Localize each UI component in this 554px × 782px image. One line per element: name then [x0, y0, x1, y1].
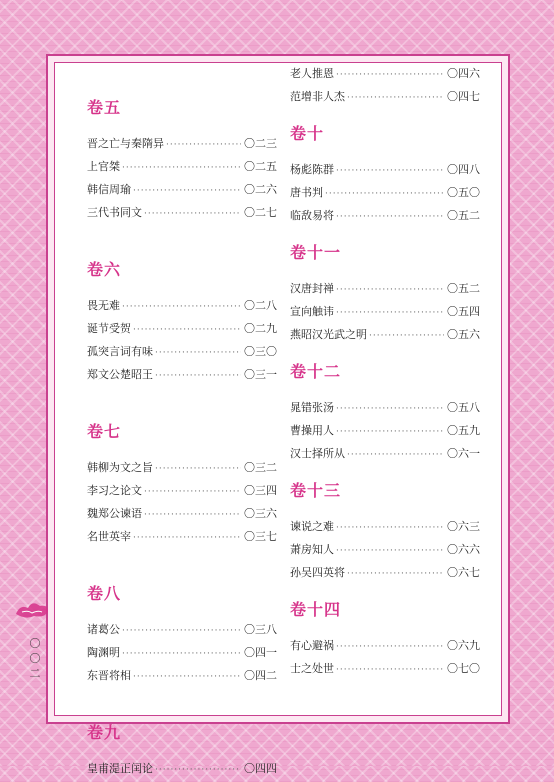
dot-leader: [155, 365, 241, 388]
entry-page: 〇三六: [244, 507, 277, 520]
entry-page: 〇二七: [244, 206, 277, 219]
entry-page: 〇三四: [244, 484, 277, 497]
volume-heading: 卷九: [87, 723, 122, 742]
toc-entry[interactable]: [290, 515, 480, 538]
entry-title: 临敌易将: [290, 209, 334, 222]
entry-page: 〇六九: [447, 639, 480, 652]
entry-page: 〇四四: [244, 762, 277, 775]
volume-heading: 卷五: [87, 98, 122, 117]
toc-entry[interactable]: [87, 641, 277, 664]
toc-entry[interactable]: [87, 340, 277, 363]
entry-page: 〇五〇: [447, 186, 480, 199]
toc-entry[interactable]: [87, 155, 277, 178]
toc-entry[interactable]: [87, 178, 277, 201]
entry-page: 〇二八: [244, 299, 277, 312]
entry-title: 谏说之难: [290, 520, 334, 533]
toc-entry[interactable]: [87, 456, 277, 479]
entry-page: 〇三七: [244, 530, 277, 543]
dot-leader: [155, 759, 241, 782]
dot-leader: [336, 421, 444, 444]
dot-leader: [336, 279, 444, 302]
entry-page: 〇四二: [244, 669, 277, 682]
entry-title: 宣向触讳: [290, 305, 334, 318]
dot-leader: [122, 157, 241, 180]
entry-title: 名世英宰: [87, 530, 131, 543]
entry-page: 〇三八: [244, 623, 277, 636]
toc-entry[interactable]: [290, 396, 480, 419]
entry-title: 畏无难: [87, 299, 120, 312]
dot-leader: [144, 481, 241, 504]
entry-title: 东晋将相: [87, 669, 131, 682]
entry-page: 〇五四: [447, 305, 480, 318]
dot-leader: [347, 563, 444, 586]
entry-page: 〇六三: [447, 520, 480, 533]
entry-title: 汉唐封禅: [290, 282, 334, 295]
entry-title: 晋之亡与秦隋异: [87, 137, 164, 150]
entry-title: 有心避祸: [290, 639, 334, 652]
entry-title: 韩柳为文之旨: [87, 461, 153, 474]
toc-entry[interactable]: [87, 757, 277, 780]
entry-title: 李习之论文: [87, 484, 142, 497]
entry-title: 诞节受贺: [87, 322, 131, 335]
dot-leader: [155, 342, 241, 365]
dot-leader: [144, 203, 241, 226]
dot-leader: [166, 134, 241, 157]
volume-heading: 卷十四: [290, 600, 342, 619]
entry-title: 孤突言词有味: [87, 345, 153, 358]
dot-leader: [325, 183, 444, 206]
entry-page: 〇六六: [447, 543, 480, 556]
entry-page: 〇五二: [447, 282, 480, 295]
toc-entry[interactable]: [87, 294, 277, 317]
toc-entry[interactable]: [290, 323, 480, 346]
page-number-digit: 〇: [29, 652, 41, 665]
entry-page: 〇五九: [447, 424, 480, 437]
dot-leader: [133, 180, 241, 203]
dot-leader: [336, 636, 444, 659]
dot-leader: [347, 444, 444, 467]
dot-leader: [336, 160, 444, 183]
volume-heading: 卷七: [87, 422, 122, 441]
dot-leader: [122, 620, 241, 643]
entry-title: 燕昭汉光武之明: [290, 328, 367, 341]
entry-page: 〇五六: [447, 328, 480, 341]
entry-title: 范增非人杰: [290, 90, 345, 103]
toc-entry[interactable]: [290, 85, 480, 108]
dot-leader: [336, 659, 444, 682]
entry-page: 〇二三: [244, 137, 277, 150]
entry-page: 〇三二: [244, 461, 277, 474]
page-number-digit: 〇: [29, 637, 41, 650]
entry-title: 士之处世: [290, 662, 334, 675]
entry-title: 皇甫湜正闰论: [87, 762, 153, 775]
toc-entry[interactable]: [87, 618, 277, 641]
entry-title: 上官桀: [87, 160, 120, 173]
toc-entry[interactable]: [87, 525, 277, 548]
toc-entry[interactable]: [290, 419, 480, 442]
entry-page: 〇二五: [244, 160, 277, 173]
toc-entry[interactable]: [87, 317, 277, 340]
volume-heading: 卷十二: [290, 362, 342, 381]
entry-title: 陶渊明: [87, 646, 120, 659]
page-number: [28, 636, 42, 681]
entry-title: 杨彪陈群: [290, 163, 334, 176]
entry-title: 魏郑公谏语: [87, 507, 142, 520]
dot-leader: [336, 398, 444, 421]
toc-entry[interactable]: [87, 363, 277, 386]
dot-leader: [336, 517, 444, 540]
dot-leader: [155, 458, 241, 481]
entry-page: 〇四七: [447, 90, 480, 103]
toc-left-column: [87, 62, 277, 780]
entry-title: 老人推恩: [290, 67, 334, 80]
toc-entry[interactable]: [87, 479, 277, 502]
entry-page: 〇七〇: [447, 662, 480, 675]
entry-page: 〇三一: [244, 368, 277, 381]
dot-leader: [336, 302, 444, 325]
toc-entry[interactable]: [290, 657, 480, 680]
toc-entry[interactable]: [87, 132, 277, 155]
entry-title: 诸葛公: [87, 623, 120, 636]
toc-entry[interactable]: [290, 277, 480, 300]
entry-page: 〇二六: [244, 183, 277, 196]
dot-leader: [122, 296, 241, 319]
entry-page: 〇四八: [447, 163, 480, 176]
dot-leader: [122, 643, 241, 666]
toc-entry[interactable]: [87, 201, 277, 224]
entry-title: 唐书判: [290, 186, 323, 199]
dot-leader: [347, 87, 444, 110]
toc-entry[interactable]: [290, 634, 480, 657]
entry-page: 〇四六: [447, 67, 480, 80]
entry-title: 三代书同文: [87, 206, 142, 219]
entry-page: 〇六一: [447, 447, 480, 460]
dot-leader: [336, 206, 444, 229]
volume-heading: 卷八: [87, 584, 122, 603]
entry-title: 晁错张汤: [290, 401, 334, 414]
volume-heading: 卷十一: [290, 243, 342, 262]
dot-leader: [133, 666, 241, 689]
entry-page: 〇五二: [447, 209, 480, 222]
entry-title: 韩信周瑜: [87, 183, 131, 196]
dot-leader: [133, 527, 241, 550]
entry-page: 〇五八: [447, 401, 480, 414]
entry-page: 〇六七: [447, 566, 480, 579]
cloud-ornament-icon: [14, 598, 50, 620]
entry-title: 萧房知人: [290, 543, 334, 556]
toc-entry[interactable]: [290, 204, 480, 227]
toc-entry[interactable]: [290, 181, 480, 204]
entry-page: 〇三〇: [244, 345, 277, 358]
entry-title: 汉士择所从: [290, 447, 345, 460]
toc-entry[interactable]: [290, 62, 480, 85]
toc-entry[interactable]: [290, 442, 480, 465]
entry-page: 〇二九: [244, 322, 277, 335]
dot-leader: [369, 325, 444, 348]
dot-leader: [144, 504, 241, 527]
entry-title: 曹操用人: [290, 424, 334, 437]
toc-entry[interactable]: [290, 538, 480, 561]
dot-leader: [336, 540, 444, 563]
volume-heading: 卷十三: [290, 481, 342, 500]
toc-entry[interactable]: [290, 158, 480, 181]
toc-entry[interactable]: [87, 502, 277, 525]
toc-entry[interactable]: [290, 561, 480, 584]
toc-right-column: [290, 62, 480, 680]
volume-heading: 卷六: [87, 260, 122, 279]
entry-page: 〇四一: [244, 646, 277, 659]
toc-entry[interactable]: [290, 300, 480, 323]
volume-heading: 卷十: [290, 124, 325, 143]
page-number-digit: 二: [29, 667, 41, 680]
dot-leader: [336, 64, 444, 87]
entry-title: 郑文公楚昭王: [87, 368, 153, 381]
dot-leader: [133, 319, 241, 342]
entry-title: 孙吴四英将: [290, 566, 345, 579]
toc-entry[interactable]: [87, 664, 277, 687]
